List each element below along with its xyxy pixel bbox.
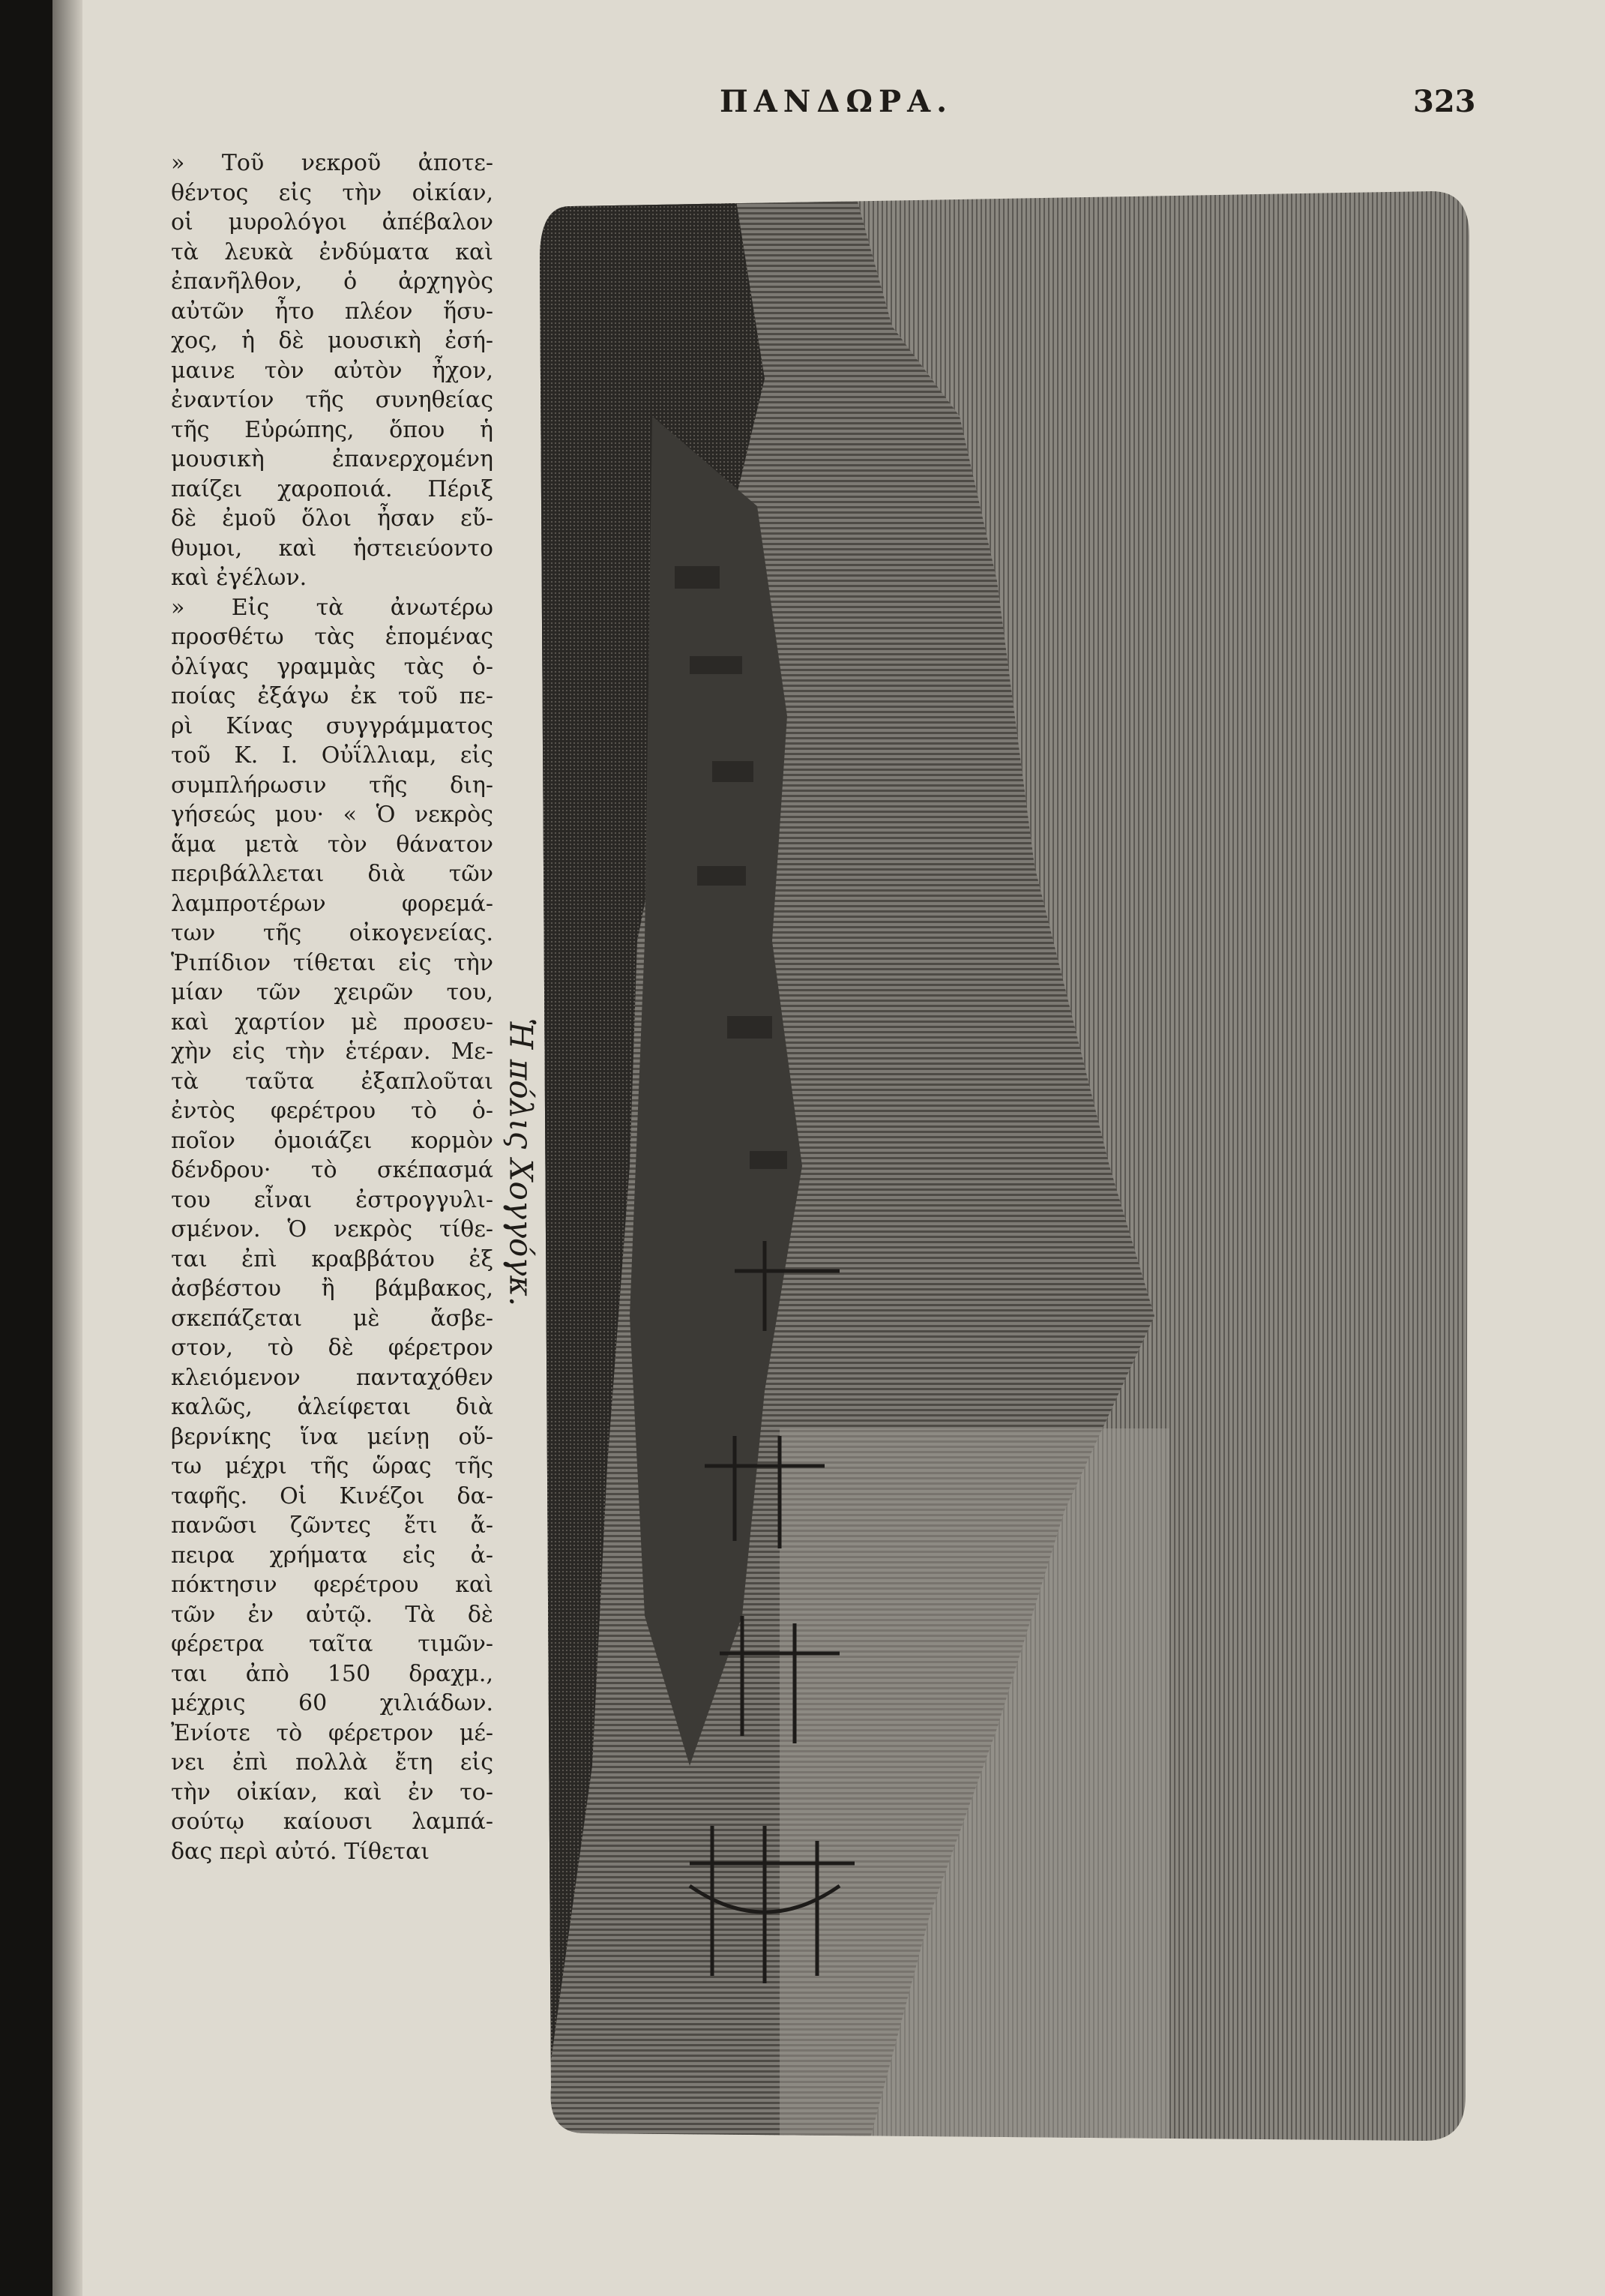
text-line: δας περὶ αὐτό. Τίθεται (171, 1838, 430, 1865)
text-line: στον, τὸ δὲ φέρετρον (171, 1335, 493, 1361)
text-line: σκεπάζεται μὲ ἄσβε- (171, 1305, 493, 1332)
text-line: καὶ χαρτίον μὲ προσευ- (171, 1009, 493, 1036)
engraving-figure (540, 191, 1469, 2141)
text-line: » Τοῦ νεκροῦ ἀποτε- (171, 150, 493, 176)
text-line: μίαν τῶν χειρῶν του, (171, 979, 493, 1006)
text-line: ται ἀπὸ 150 δραχμ., (171, 1660, 493, 1687)
text-line: τῆς Εὐρώπης, ὅπου ἡ (171, 416, 493, 443)
text-line: τω μέχρι τῆς ὥρας τῆς (171, 1453, 493, 1479)
text-line: μαινε τὸν αὐτὸν ἦχον, (171, 357, 493, 384)
text-line: πειρα χρήματα εἰς ἀ- (171, 1542, 493, 1569)
text-line: ποῖον ὁμοιάζει κορμὸν (171, 1127, 493, 1154)
text-line: πόκτησιν φερέτρου καὶ (171, 1572, 493, 1598)
text-line: περιβάλλεται διὰ τῶν (171, 861, 493, 887)
book-spine (0, 0, 52, 2296)
text-line: πανῶσι ζῶντες ἔτι ἄ- (171, 1512, 493, 1539)
text-line: μουσικὴ ἐπανερχομένη (171, 446, 493, 472)
text-line: γήσεώς μου· « Ὁ νεκρὸς (171, 802, 493, 828)
text-line: τῶν ἐν αὐτῷ. Τὰ δὲ (171, 1601, 493, 1628)
text-line: λαμπροτέρων φορεμά- (171, 890, 493, 917)
text-line: αὐτῶν ἦτο πλέον ἥσυ- (171, 298, 493, 325)
text-line: μέχρις 60 χιλιάδων. (171, 1690, 493, 1716)
text-line: ἐντὸς φερέτρου τὸ ὁ- (171, 1098, 493, 1124)
text-line: φέρετρα ταῖτα τιμῶν- (171, 1631, 493, 1657)
running-title: ΠΑΝΔΩΡΑ. (720, 84, 954, 119)
text-line: προσθέτω τὰς ἑπομένας (171, 624, 493, 650)
text-line: ἐπανῆλθον, ὁ ἀρχηγὸς (171, 268, 493, 295)
text-line: Ῥιπίδιον τίθεται εἰς τὴν (171, 949, 493, 976)
text-line: ρὶ Κίνας συγγράμματος (171, 712, 493, 739)
text-line: σμένον. Ὁ νεκρὸς τίθε- (171, 1216, 493, 1242)
text-line: ποίας ἐξάγω ἐκ τοῦ πε- (171, 683, 493, 709)
harbor-engraving (540, 191, 1469, 2141)
text-line: καλῶς, ἀλείφεται διὰ (171, 1394, 493, 1420)
text-line: τὰ ταῦτα ἐξαπλοῦται (171, 1068, 493, 1095)
water (780, 1428, 1169, 2141)
text-line: χὴν εἰς τὴν ἑτέραν. Με- (171, 1039, 493, 1065)
text-line: ταφῆς. Οἱ Κινέζοι δα- (171, 1482, 493, 1509)
text-line: ἅμα μετὰ τὸν θάνατον (171, 831, 493, 858)
text-line: δένδρου· τὸ σκέπασμά (171, 1157, 493, 1183)
text-line: δὲ ἐμοῦ ὅλοι ἦσαν εὔ- (171, 505, 493, 532)
text-line: τοῦ Κ. Ι. Οὐΐλλιαμ, εἰς (171, 742, 493, 769)
text-line: ὀλίγας γραμμὰς τὰς ὁ- (171, 653, 493, 680)
text-line: θυμοι, καὶ ἠστειεύοντο (171, 535, 493, 562)
text-line: συμπλήρωσιν τῆς διη- (171, 772, 493, 799)
text-line: θέντος εἰς τὴν οἰκίαν, (171, 179, 493, 206)
text-line: » Εἰς τὰ ἀνωτέρω (171, 594, 493, 621)
text-line: σούτῳ καίουσι λαμπά- (171, 1809, 493, 1835)
text-line: ἐναντίον τῆς συνηθείας (171, 387, 493, 413)
body-text-column (171, 148, 493, 1866)
text-line: κλειόμενον πανταχόθεν (171, 1364, 493, 1391)
text-line: Ἐνίοτε τὸ φέρετρον μέ- (171, 1719, 493, 1746)
text-line: νει ἐπὶ πολλὰ ἔτη εἰς (171, 1749, 493, 1776)
figure-caption: Ἡ πόλις Χογγόγκ. (502, 1018, 540, 1307)
figure-caption-box (499, 1005, 543, 1320)
text-line: ται ἐπὶ κραββάτου ἐξ (171, 1245, 493, 1272)
text-line: τὴν οἰκίαν, καὶ ἐν το- (171, 1779, 493, 1806)
spine-shadow (52, 0, 82, 2296)
text-line: οἱ μυρολόγοι ἀπέβαλον (171, 209, 493, 235)
text-line: τὰ λευκὰ ἐνδύματα καὶ (171, 238, 493, 265)
text-line: χος, ἡ δὲ μουσικὴ ἐσή- (171, 328, 493, 354)
text-line: του εἶναι ἐστρογγυλι- (171, 1186, 493, 1213)
text-line: καὶ ἐγέλων. (171, 565, 307, 591)
text-line: παίζει χαροποιά. Πέριξ (171, 475, 493, 502)
page-number: 323 (1413, 84, 1476, 119)
text-line: ἀσβέστου ἢ βάμβακος, (171, 1275, 493, 1302)
text-line: βερνίκης ἵνα μείνῃ οὕ- (171, 1423, 493, 1450)
text-line: των τῆς οἰκογενείας. (171, 920, 493, 946)
